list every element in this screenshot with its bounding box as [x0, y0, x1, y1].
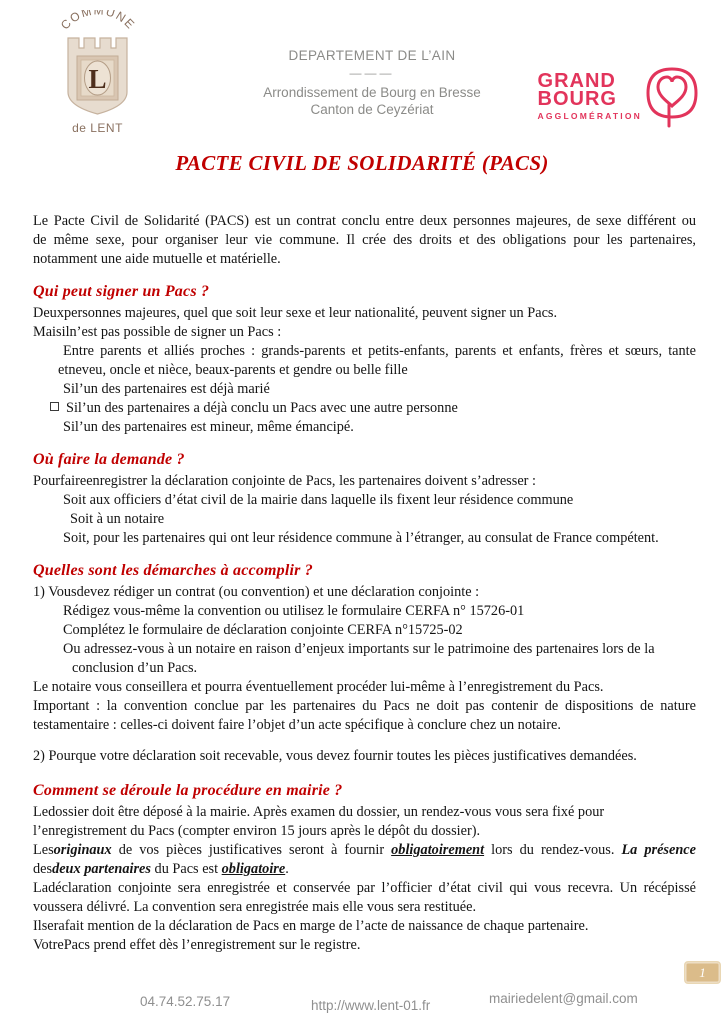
arrondissement-line: Arrondissement de Bourg en Bresse: [263, 85, 481, 100]
agglo-heart-tree-icon: [644, 66, 700, 128]
grand-bourg-word: GRAND: [537, 70, 616, 92]
body-line: Important : la convention conclue par les partenaires du Pacs ne doit pas contenir de dispositions de nature: [33, 698, 696, 714]
text-segment-bold-italic: deux partenaires: [52, 861, 151, 877]
text-segment-bold-italic-underline: obligatoirement: [391, 842, 485, 858]
checkbox-icon: [50, 402, 59, 411]
department-header: [192, 48, 552, 117]
commune-crest-logo: [52, 10, 144, 143]
section-heading-qui-peut-signer: Qui peut signer un Pacs ?: [33, 283, 210, 300]
svg-text:COMMUNE: COMMUNE: [57, 10, 139, 33]
body-line: 1) Vousdevez rédiger un contrat (ou convention) et une déclaration conjointe :: [33, 584, 480, 600]
body-line: Soit, pour les partenaires qui ont leur résidence commune à l’étranger, au consulat de France compétent.: [63, 530, 659, 546]
body-line: etneveu, oncle et nièce, beaux-parents et gendre ou belle fille: [58, 362, 408, 378]
body-line: Rédigez vous-même la convention ou utilisez le formulaire CERFA n° 15726-01: [63, 603, 525, 619]
body-line: conclusion d’un Pacs.: [72, 660, 198, 676]
text-segment: de vos pièces justificatives seront à fournir: [111, 842, 392, 858]
body-line: Sil’un des partenaires est mineur, même émancipé.: [63, 419, 354, 435]
separator-dashes: ———: [349, 66, 395, 80]
body-line: Maisiln’est pas possible de signer un Pacs :: [33, 324, 282, 340]
footer-phone: 04.74.52.75.17: [140, 994, 231, 1009]
body-line-rich: [33, 841, 696, 860]
body-line-rich: [33, 860, 696, 879]
body-line: Soit aux officiers d’état civil de la mairie dans laquelle ils fixent leur résidence commune: [63, 492, 574, 508]
document-body: [33, 205, 696, 955]
body-line: 2) Pourque votre déclaration soit recevable, vous devez fournir toutes les pièces justificatives demandées.: [33, 748, 637, 764]
body-line: l’enregistrement du Pacs (compter environ 15 jours après le dépôt du dossier).: [33, 823, 481, 839]
footer-email-link[interactable]: mairiedelent@gmail.com: [489, 991, 638, 1006]
body-line: Complétez le formulaire de déclaration conjointe CERFA n°15725-02: [63, 622, 463, 638]
body-line: Deuxpersonnes majeures, quel que soit leur sexe et leur nationalité, peuvent signer un Pacs.: [33, 305, 558, 321]
body-line: Sil’un des partenaires est déjà marié: [63, 381, 270, 397]
intro-paragraph: [33, 212, 696, 269]
text-segment: Les: [33, 842, 54, 858]
body-line: Le notaire vous conseillera et pourra éventuellement procéder lui-même à l’enregistrement du Pacs.: [33, 679, 604, 695]
body-line: Entre parents et alliés proches : grands-parents et petits-enfants, parents et enfants, frères et sœurs, tante: [63, 343, 696, 359]
body-line: Ladéclaration conjointe sera enregistrée et conservée par l’officier d’état civil qui vous recevra. Un récépissé: [33, 880, 696, 896]
page-title: PACTE CIVIL DE SOLIDARITÉ (PACS): [175, 151, 549, 175]
body-line: VotrePacs prend effet dès l’enregistrement sur le registre.: [33, 937, 361, 953]
body-line: Soit à un notaire: [70, 511, 165, 527]
section-heading-ou-faire-la-demande: Où faire la demande ?: [33, 451, 185, 468]
body-line: Le Pacte Civil de Solidarité (PACS) est un contrat conclu entre deux personnes majeures, de sexe différent ou: [33, 213, 696, 229]
text-segment-bold-italic-underline: obligatoire: [221, 861, 286, 877]
text-segment-bold-italic: originaux: [53, 842, 112, 858]
body-line: de même sexe, pour organiser leur vie commune. Il crée des droits et des obligations pour les partenaires,: [33, 232, 696, 248]
body-line: Ilserafait mention de la déclaration de Pacs en marge de l’acte de naissance de chaque partenaire.: [33, 918, 589, 934]
paragraph-gap: [33, 735, 696, 747]
body-line: Ou adressez-vous à un notaire en raison d’enjeux importants sur le patrimoine des partenaires lors de la: [63, 641, 655, 657]
section-heading-procedure-mairie: Comment se déroule la procédure en mairie ?: [33, 782, 343, 799]
svg-text:de LENT: de LENT: [72, 121, 123, 135]
text-segment-bold-italic: La présence: [621, 842, 696, 858]
text-segment: du Pacs est: [150, 861, 222, 877]
page-number-badge: [684, 961, 721, 984]
footer-website-link[interactable]: http://www.lent-01.fr: [311, 998, 431, 1013]
department-line: DEPARTEMENT DE L’AIN: [288, 48, 456, 63]
body-line: notamment une aide mutuelle et matérielle.: [33, 251, 281, 267]
canton-line: Canton de Ceyzériat: [310, 102, 434, 117]
commune-crest-icon: [52, 10, 144, 138]
checkbox-line: [33, 399, 696, 418]
section-heading-demarches: Quelles sont les démarches à accomplir ?: [33, 562, 313, 579]
body-line: Pourfaireenregistrer la déclaration conjointe de Pacs, les partenaires doivent s’adresser :: [33, 473, 536, 489]
svg-text:L: L: [88, 64, 107, 94]
text-segment: .: [285, 861, 289, 877]
page-number: 1: [699, 964, 706, 980]
grand-bourg-logo: [538, 66, 700, 128]
body-line: voussera délivré. La convention sera enregistrée mais elle vous sera restituée.: [33, 899, 477, 915]
grand-bourg-word: BOURG: [537, 88, 617, 110]
body-line: Sil’un des partenaires a déjà conclu un Pacs avec une autre personne: [66, 400, 458, 416]
body-line: testamentaire : celles-ci doivent faire l’objet d’un acte spécifique à conclure chez un notaire.: [33, 717, 561, 733]
text-segment: lors du rendez-vous.: [484, 842, 622, 858]
text-segment: des: [33, 861, 53, 877]
grand-bourg-logo-text: [538, 66, 642, 121]
agglomeration-word: AGGLOMÉRATION: [537, 111, 642, 121]
body-line: Ledossier doit être déposé à la mairie. Après examen du dossier, un rendez-vous vous sera fixé pour: [33, 804, 605, 820]
